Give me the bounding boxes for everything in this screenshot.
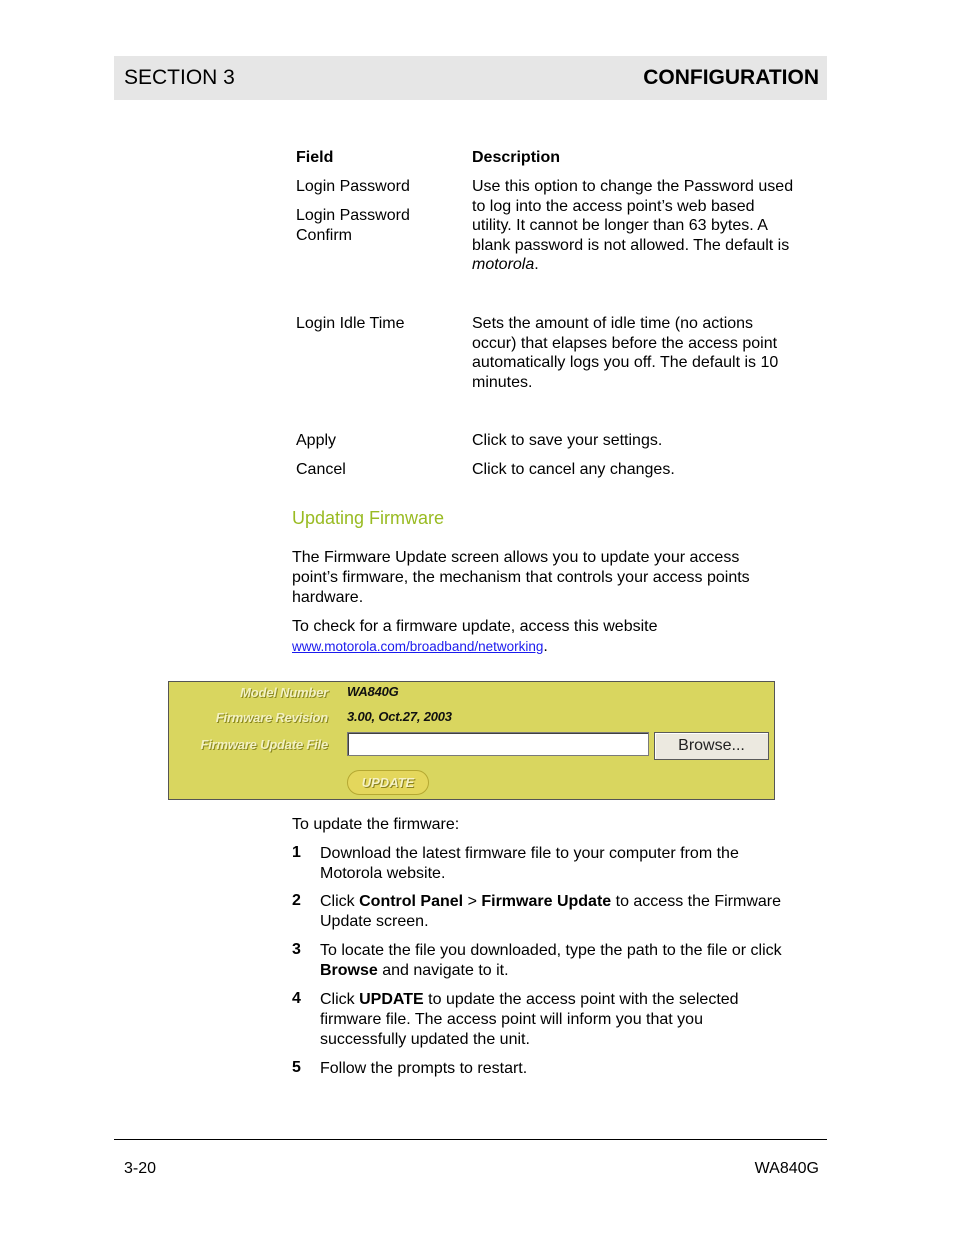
field-apply: Apply bbox=[296, 432, 337, 449]
firmware-revision-label: Firmware Revision bbox=[215, 710, 328, 725]
desc-apply: Click to save your settings. bbox=[472, 432, 663, 449]
model-number-value: WA840G bbox=[347, 684, 399, 699]
footer-rule bbox=[114, 1139, 827, 1140]
desc-cancel: Click to cancel any changes. bbox=[472, 461, 675, 478]
step-number: 4 bbox=[292, 990, 301, 1007]
field-login-password: Login Password bbox=[296, 178, 410, 195]
firmware-intro: The Firmware Update screen allows you to update your access point’s firmware, the mechanism that controls your access points hardware. bbox=[292, 549, 750, 606]
chapter-title: CONFIGURATION bbox=[643, 66, 819, 89]
page-number: 3-20 bbox=[124, 1160, 157, 1177]
step-number: 1 bbox=[292, 844, 301, 861]
desc-login-idle-time: Sets the amount of idle time (no actions occur) that elapses before the access point automatically logs you off. The default is 10 minutes. bbox=[472, 315, 779, 391]
step-3: To locate the file you downloaded, type the path to the file or click Browse and navigate to it. bbox=[320, 942, 782, 979]
update-button[interactable]: UPDATE bbox=[347, 770, 429, 795]
browse-button[interactable]: Browse... bbox=[654, 732, 769, 760]
firmware-check: To check for a firmware update, access this website www.motorola.com/broadband/networking. bbox=[292, 618, 658, 655]
table-header-description: Description bbox=[472, 149, 561, 166]
firmware-file-label: Firmware Update File bbox=[200, 737, 328, 752]
footer-model: WA840G bbox=[754, 1160, 819, 1177]
model-number-label: Model Number bbox=[240, 685, 328, 700]
section-header bbox=[114, 56, 827, 100]
steps-intro: To update the firmware: bbox=[292, 816, 460, 833]
step-number: 2 bbox=[292, 892, 301, 909]
firmware-heading: Updating Firmware bbox=[292, 508, 445, 528]
step-1: Download the latest firmware file to your computer from the Motorola website. bbox=[320, 845, 739, 882]
firmware-update-panel bbox=[168, 681, 775, 800]
step-number: 5 bbox=[292, 1059, 301, 1076]
step-number: 3 bbox=[292, 941, 301, 958]
field-cancel: Cancel bbox=[296, 461, 346, 478]
step-5: Follow the prompts to restart. bbox=[320, 1060, 528, 1077]
field-login-password-confirm: Login Password Confirm bbox=[296, 207, 410, 244]
section-label: SECTION 3 bbox=[124, 66, 235, 89]
field-login-idle-time: Login Idle Time bbox=[296, 315, 405, 332]
desc-login-password: Use this option to change the Password used to log into the access point’s web based utility. It cannot be longer than 63 bytes. A blank password is not allowed. The default is motorola. bbox=[472, 178, 794, 274]
motorola-website-link[interactable]: www.motorola.com/broadband/networking bbox=[292, 639, 544, 654]
step-4: Click UPDATE to update the access point with the selected firmware file. The access point will inform you that you successfully updated the unit. bbox=[320, 991, 739, 1048]
firmware-revision-value: 3.00, Oct.27, 2003 bbox=[347, 709, 452, 724]
firmware-file-input[interactable] bbox=[347, 732, 649, 756]
step-2: Click Control Panel > Firmware Update to access the Firmware Update screen. bbox=[320, 893, 781, 930]
table-header-field: Field bbox=[296, 149, 334, 166]
